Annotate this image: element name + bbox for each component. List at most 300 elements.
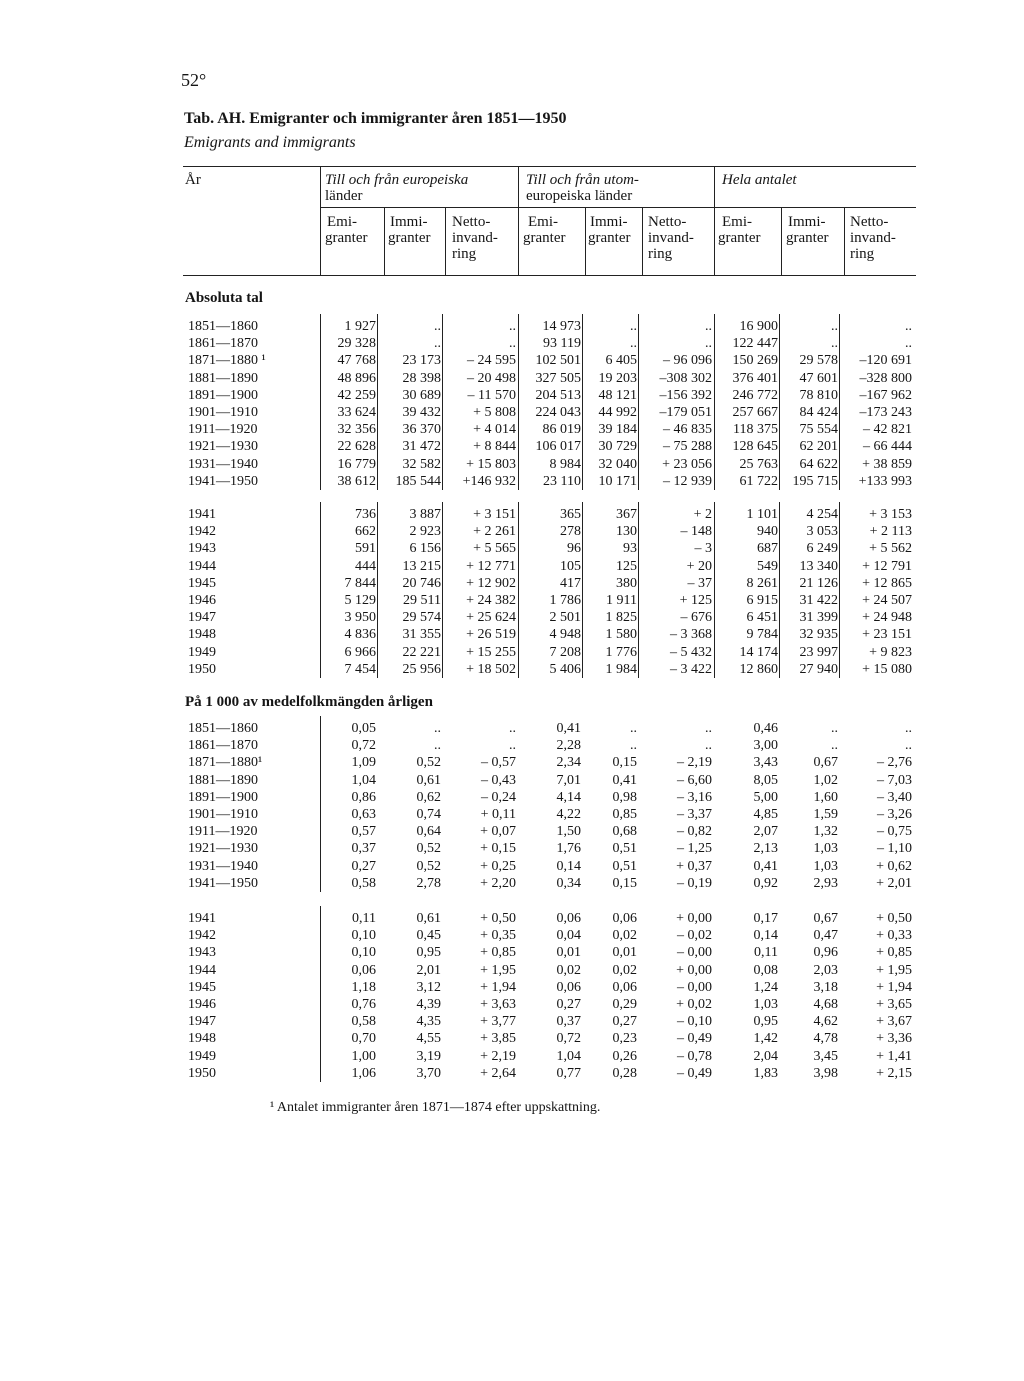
column-rule (714, 314, 715, 490)
immigrants-europe-cell: 6 156 (409, 541, 441, 557)
table-row (0, 540, 1024, 557)
emigrants-europe-cell: 1,00 (351, 1048, 376, 1064)
row-period: 1943 (188, 945, 216, 961)
net-europe-cell: .. (509, 319, 516, 334)
net-total-cell: .. (905, 721, 912, 736)
header-divider (585, 207, 586, 275)
header-divider (844, 207, 845, 275)
emigrants-noneurope-cell: 1 786 (549, 593, 581, 608)
net-europe-cell: + 3,85 (480, 1031, 516, 1047)
net-noneurope-cell: + 0,37 (676, 858, 712, 874)
emigrants-europe-cell: 1,18 (351, 979, 376, 995)
row-period: 1941—1950 (188, 875, 258, 891)
emigrants-total-cell: 128 645 (732, 439, 778, 455)
net-total-cell: – 1,10 (877, 841, 912, 857)
emigrants-noneurope-cell: 7 208 (549, 644, 581, 660)
row-period: 1911—1920 (188, 824, 258, 840)
net-total-cell: – 7,03 (877, 772, 912, 788)
immigrants-europe-cell: 0,62 (416, 789, 441, 805)
column-rule (839, 502, 840, 678)
net-total-cell: .. (905, 336, 912, 352)
immigrants-total-cell: 0,67 (813, 911, 838, 926)
emigrants-noneurope-cell: 327 505 (535, 370, 581, 386)
immigrants-header: Immi- (590, 214, 628, 230)
section-per-thousand: På 1 000 av medelfolkmängden årligen (185, 694, 433, 710)
emigrants-total-cell: 1,83 (753, 1065, 778, 1081)
emigrants-total-cell: 9 784 (746, 627, 778, 643)
column-rule (320, 502, 321, 678)
net-europe-cell: + 2,64 (480, 1065, 516, 1081)
immigrants-europe-cell: 23 173 (402, 353, 441, 369)
emigrants-europe-cell: 0,72 (351, 738, 376, 754)
immigrants-noneurope-cell: 0,02 (612, 928, 637, 944)
net-noneurope-cell: – 5 432 (670, 644, 712, 660)
table-row (0, 910, 1024, 927)
net-europe-cell: – 0,57 (481, 755, 516, 771)
immigrants-noneurope-cell: 6 405 (605, 353, 637, 369)
row-period: 1949 (188, 644, 216, 660)
immigrants-total-cell: 0,47 (813, 928, 838, 944)
immigrants-total-cell: .. (831, 319, 838, 334)
net-europe-cell: + 5 565 (473, 541, 516, 557)
table-row (0, 1030, 1024, 1047)
emigrants-europe-cell: 662 (355, 524, 376, 540)
net-noneurope-cell: – 96 096 (663, 353, 712, 369)
group-rule (518, 207, 714, 208)
column-rule (839, 314, 840, 490)
column-rule (582, 502, 583, 678)
immigrants-noneurope-cell: 44 992 (598, 405, 637, 420)
immigrants-europe-cell: .. (434, 319, 441, 334)
emigrants-europe-cell: 0,10 (351, 945, 376, 961)
emigrants-europe-cell: 32 356 (337, 422, 376, 438)
emigrants-noneurope-cell: 417 (560, 575, 581, 591)
table-row (0, 962, 1024, 979)
immigrants-europe-cell: 0,52 (416, 755, 441, 771)
immigrants-total-cell: 3,18 (813, 979, 838, 995)
immigrants-europe-cell: .. (434, 721, 441, 736)
immigrants-total-cell: 78 810 (799, 387, 838, 403)
net-europe-cell: + 0,85 (480, 945, 516, 961)
net-total-cell: – 0,75 (877, 824, 912, 840)
immigrants-noneurope-cell: 0,01 (612, 945, 637, 961)
net-total-cell: + 1,95 (876, 962, 912, 978)
net-europe-cell: – 0,24 (481, 789, 516, 805)
column-rule (779, 502, 780, 678)
row-period: 1941—1950 (188, 473, 258, 489)
emigrants-header: Emi- (528, 214, 558, 230)
column-rule (518, 314, 519, 490)
emigrants-europe-cell: 1,04 (351, 772, 376, 788)
net-noneurope-cell: – 0,00 (677, 979, 712, 995)
net-header-3: ring (850, 246, 875, 262)
table-row (0, 927, 1024, 944)
header-divider (320, 167, 321, 275)
table-row (0, 318, 1024, 335)
row-period: 1851—1860 (188, 319, 258, 334)
emigrants-total-cell: 0,11 (754, 945, 778, 961)
emigrants-noneurope-cell: 0,06 (556, 911, 581, 926)
net-total-cell: + 0,50 (876, 911, 912, 926)
table-title: Tab. AH. Emigranter och immigranter åren 1851—1950 (184, 110, 567, 127)
header-divider (642, 207, 643, 275)
net-total-cell: .. (905, 738, 912, 754)
immigrants-noneurope-cell: 0,02 (612, 962, 637, 978)
net-europe-cell: + 3,63 (480, 997, 516, 1012)
immigrants-noneurope-cell: 0,68 (612, 824, 637, 840)
group-european-header: Till och från europeiska (325, 172, 469, 188)
emigrants-total-cell: 1 101 (746, 507, 778, 522)
emigrants-noneurope-cell: 5 406 (549, 661, 581, 677)
emigrants-europe-cell: 6 966 (344, 644, 376, 660)
row-period: 1881—1890 (188, 370, 258, 386)
immigrants-total-cell: 2,93 (813, 875, 838, 891)
table-row (0, 720, 1024, 737)
emigrants-noneurope-cell: 1,04 (556, 1048, 581, 1064)
immigrants-header-2: granter (588, 230, 631, 246)
immigrants-total-cell: 29 578 (799, 353, 838, 369)
row-period: 1861—1870 (188, 738, 258, 754)
immigrants-noneurope-cell: .. (630, 319, 637, 334)
immigrants-europe-cell: 3,12 (416, 979, 441, 995)
emigrants-europe-cell: 22 628 (337, 439, 376, 455)
immigrants-noneurope-cell: 30 729 (598, 439, 637, 455)
immigrants-europe-cell: 185 544 (395, 473, 441, 489)
emigrants-total-cell: 0,95 (753, 1014, 778, 1030)
net-total-cell: + 3 153 (869, 507, 912, 522)
group-rule (714, 207, 916, 208)
row-period: 1944 (188, 558, 216, 574)
immigrants-europe-cell: 0,64 (416, 824, 441, 840)
immigrants-noneurope-cell: 130 (616, 524, 637, 540)
immigrants-total-cell: 27 940 (799, 661, 838, 677)
section-absolute: Absoluta tal (185, 290, 263, 306)
emigrants-noneurope-cell: 0,06 (556, 979, 581, 995)
immigrants-europe-cell: 2,78 (416, 875, 441, 891)
emigrants-total-cell: 0,46 (753, 721, 778, 736)
emigrants-noneurope-cell: 0,77 (556, 1065, 581, 1081)
row-period: 1851—1860 (188, 721, 258, 736)
emigrants-total-cell: 549 (757, 558, 778, 574)
emigrants-noneurope-cell: 105 (560, 558, 581, 574)
net-noneurope-cell: – 0,49 (677, 1065, 712, 1081)
net-total-cell: + 2,15 (876, 1065, 912, 1081)
net-europe-cell: + 12 771 (466, 558, 516, 574)
net-total-cell: + 1,41 (876, 1048, 912, 1064)
immigrants-noneurope-cell: 125 (616, 558, 637, 574)
immigrants-total-cell: .. (831, 721, 838, 736)
column-rule (779, 314, 780, 490)
immigrants-noneurope-cell: 1 776 (605, 644, 637, 660)
net-europe-cell: .. (509, 738, 516, 754)
net-europe-cell: +146 932 (462, 473, 516, 489)
table-row (0, 858, 1024, 875)
emigrants-noneurope-cell: 0,14 (556, 858, 581, 874)
row-period: 1901—1910 (188, 807, 258, 822)
immigrants-total-cell: 21 126 (799, 575, 838, 591)
row-period: 1942 (188, 524, 216, 540)
emigrants-total-cell: 6 451 (746, 610, 778, 626)
net-total-cell: + 3,67 (876, 1014, 912, 1030)
emigrants-header-2: granter (718, 230, 761, 246)
immigrants-europe-cell: 2,01 (416, 962, 441, 978)
immigrants-total-cell: 13 340 (799, 558, 838, 574)
row-period: 1941 (188, 911, 216, 926)
immigrants-noneurope-cell: 39 184 (598, 422, 637, 438)
net-total-cell: + 38 859 (862, 456, 912, 472)
immigrants-total-cell: 1,59 (813, 807, 838, 822)
immigrants-total-cell: 31 422 (799, 593, 838, 608)
net-total-cell: + 24 507 (862, 593, 912, 608)
emigrants-noneurope-cell: 86 019 (542, 422, 581, 438)
net-header-3: ring (452, 246, 477, 262)
row-period: 1947 (188, 610, 216, 626)
emigrants-noneurope-cell: 23 110 (543, 473, 581, 489)
row-period: 1950 (188, 661, 216, 677)
net-noneurope-cell: + 0,00 (676, 911, 712, 926)
immigrants-total-cell: 1,32 (813, 824, 838, 840)
emigrants-europe-cell: 1,06 (351, 1065, 376, 1081)
net-noneurope-cell: – 148 (680, 524, 712, 540)
immigrants-total-cell: 195 715 (792, 473, 838, 489)
table-row (0, 609, 1024, 626)
emigrants-total-cell: 0,92 (753, 875, 778, 891)
table-row (0, 944, 1024, 961)
column-rule (582, 314, 583, 490)
row-period: 1946 (188, 593, 216, 608)
emigrants-europe-cell: 1,09 (351, 755, 376, 771)
column-rule (442, 502, 443, 678)
net-total-cell: –120 691 (859, 353, 912, 369)
net-total-cell: – 2,76 (877, 755, 912, 771)
row-period: 1921—1930 (188, 841, 258, 857)
row-period: 1948 (188, 627, 216, 643)
immigrants-total-cell: 1,03 (813, 841, 838, 857)
emigrants-europe-cell: 0,37 (351, 841, 376, 857)
net-noneurope-cell: + 0,00 (676, 962, 712, 978)
net-header-2: invand- (648, 230, 694, 246)
emigrants-header: Emi- (327, 214, 357, 230)
immigrants-total-cell: 3,45 (813, 1048, 838, 1064)
net-europe-cell: + 4 014 (473, 422, 516, 438)
emigrants-europe-cell: 0,11 (352, 911, 376, 926)
footnote: ¹ Antalet immigranter åren 1871—1874 efter uppskattning. (270, 1100, 601, 1115)
emigrants-total-cell: 376 401 (732, 370, 778, 386)
emigrants-europe-cell: 1 927 (344, 319, 376, 334)
net-total-cell: + 0,33 (876, 928, 912, 944)
net-header-2: invand- (850, 230, 896, 246)
emigrants-total-cell: 25 763 (739, 456, 778, 472)
emigrants-europe-cell: 3 950 (344, 610, 376, 626)
net-noneurope-cell: – 3 422 (670, 661, 712, 677)
immigrants-europe-cell: 4,55 (416, 1031, 441, 1047)
row-period: 1949 (188, 1048, 216, 1064)
immigrants-noneurope-cell: 0,23 (612, 1031, 637, 1047)
emigrants-noneurope-cell: 4,22 (556, 807, 581, 822)
table-row (0, 772, 1024, 789)
emigrants-europe-cell: 48 896 (337, 370, 376, 386)
emigrants-europe-cell: 42 259 (337, 387, 376, 403)
table-row (0, 823, 1024, 840)
emigrants-europe-cell: 591 (355, 541, 376, 557)
emigrants-noneurope-cell: 2,28 (556, 738, 581, 754)
header-divider (781, 207, 782, 275)
immigrants-noneurope-cell: 1 825 (605, 610, 637, 626)
emigrants-total-cell: 8,05 (753, 772, 778, 788)
emigrants-total-cell: 687 (757, 541, 778, 557)
column-rule (638, 502, 639, 678)
immigrants-noneurope-cell: 0,98 (612, 789, 637, 805)
net-europe-cell: + 8 844 (473, 439, 516, 455)
immigrants-europe-cell: .. (434, 738, 441, 754)
emigrants-europe-cell: 0,58 (351, 1014, 376, 1030)
table-row (0, 1048, 1024, 1065)
immigrants-europe-cell: 29 511 (403, 593, 441, 608)
emigrants-total-cell: 0,14 (753, 928, 778, 944)
emigrants-noneurope-cell: 102 501 (535, 353, 581, 369)
emigrants-header-2: granter (325, 230, 368, 246)
immigrants-noneurope-cell: .. (630, 738, 637, 754)
emigrants-europe-cell: 0,63 (351, 807, 376, 822)
emigrants-noneurope-cell: 93 119 (543, 336, 581, 352)
net-noneurope-cell: – 0,49 (677, 1031, 712, 1047)
row-period: 1941 (188, 507, 216, 522)
table-row (0, 456, 1024, 473)
immigrants-total-cell: 4 254 (806, 507, 838, 522)
row-period: 1871—1880 ¹ (188, 353, 266, 369)
emigrants-total-cell: 246 772 (732, 387, 778, 403)
emigrants-noneurope-cell: 0,04 (556, 928, 581, 944)
net-noneurope-cell: –308 302 (659, 370, 712, 386)
emigrants-europe-cell: 29 328 (337, 336, 376, 352)
immigrants-total-cell: 1,03 (813, 858, 838, 874)
table-row (0, 661, 1024, 678)
year-header: År (185, 172, 201, 188)
net-noneurope-cell: – 3 368 (670, 627, 712, 643)
table-row (0, 335, 1024, 352)
immigrants-noneurope-cell: 0,15 (612, 875, 637, 891)
immigrants-europe-cell: 32 582 (402, 456, 441, 472)
emigrants-total-cell: 2,13 (753, 841, 778, 857)
immigrants-noneurope-cell: 0,85 (612, 807, 637, 822)
net-europe-cell: + 0,25 (480, 858, 516, 874)
immigrants-europe-cell: 4,39 (416, 997, 441, 1012)
immigrants-noneurope-cell: 0,27 (612, 1014, 637, 1030)
row-period: 1931—1940 (188, 456, 258, 472)
net-noneurope-cell: – 37 (687, 575, 712, 591)
emigrants-total-cell: 14 174 (739, 644, 778, 660)
immigrants-noneurope-cell: 0,26 (612, 1048, 637, 1064)
emigrants-total-cell: 2,04 (753, 1048, 778, 1064)
net-noneurope-cell: – 3,16 (677, 789, 712, 805)
table-row (0, 558, 1024, 575)
immigrants-total-cell: 0,96 (813, 945, 838, 961)
immigrants-europe-cell: 4,35 (416, 1014, 441, 1030)
emigrants-total-cell: 16 900 (739, 319, 778, 334)
emigrants-europe-cell: 0,10 (351, 928, 376, 944)
immigrants-noneurope-cell: 93 (623, 541, 637, 557)
net-noneurope-cell: – 75 288 (663, 439, 712, 455)
immigrants-total-cell: 6 249 (806, 541, 838, 557)
group-noneuropean-header-2: europeiska länder (526, 188, 633, 204)
emigrants-total-cell: 5,00 (753, 789, 778, 805)
net-header: Netto- (850, 214, 889, 230)
emigrants-total-cell: 4,85 (753, 807, 778, 822)
emigrants-europe-cell: 4 836 (344, 627, 376, 643)
net-noneurope-cell: – 12 939 (663, 473, 712, 489)
net-europe-cell: + 15 255 (466, 644, 516, 660)
immigrants-europe-cell: 0,61 (416, 772, 441, 788)
emigrants-noneurope-cell: 2,34 (556, 755, 581, 771)
net-europe-cell: + 25 624 (466, 610, 516, 626)
emigrants-noneurope-cell: 0,41 (556, 721, 581, 736)
row-period: 1943 (188, 541, 216, 557)
table-row (0, 421, 1024, 438)
immigrants-europe-cell: 28 398 (402, 370, 441, 386)
table-row (0, 404, 1024, 421)
table-row (0, 1013, 1024, 1030)
net-noneurope-cell: – 1,25 (677, 841, 712, 857)
net-total-cell: + 2 113 (869, 524, 912, 540)
immigrants-europe-cell: 0,95 (416, 945, 441, 961)
immigrants-noneurope-cell: .. (630, 336, 637, 352)
table-subtitle: Emigrants and immigrants (184, 134, 356, 151)
emigrants-noneurope-cell: 106 017 (535, 439, 581, 455)
immigrants-noneurope-cell: 32 040 (598, 456, 637, 472)
net-europe-cell: + 2,19 (480, 1048, 516, 1064)
emigrants-noneurope-cell: 4 948 (549, 627, 581, 643)
group-total-header: Hela antalet (722, 172, 797, 188)
net-total-cell: –173 243 (859, 405, 912, 420)
row-period: 1921—1930 (188, 439, 258, 455)
emigrants-europe-cell: 0,27 (351, 858, 376, 874)
emigrants-noneurope-cell: 4,14 (556, 789, 581, 805)
net-total-cell: +133 993 (858, 473, 912, 489)
net-noneurope-cell: + 125 (679, 593, 712, 608)
immigrants-europe-cell: 25 956 (402, 661, 441, 677)
table-row (0, 875, 1024, 892)
immigrants-europe-cell: 30 689 (402, 387, 441, 403)
immigrants-europe-cell: 36 370 (402, 422, 441, 438)
immigrants-noneurope-cell: 48 121 (598, 387, 637, 403)
net-total-cell: + 2,01 (876, 875, 912, 891)
net-europe-cell: + 0,07 (480, 824, 516, 840)
net-noneurope-cell: – 0,02 (677, 928, 712, 944)
immigrants-total-cell: 4,78 (813, 1031, 838, 1047)
immigrants-header: Immi- (390, 214, 428, 230)
table-row (0, 387, 1024, 404)
emigrants-total-cell: 122 447 (732, 336, 778, 352)
table-row (0, 506, 1024, 523)
header-divider (518, 167, 519, 275)
emigrants-total-cell: 1,24 (753, 979, 778, 995)
immigrants-europe-cell: 31 355 (402, 627, 441, 643)
immigrants-europe-cell: 31 472 (402, 439, 441, 455)
net-noneurope-cell: + 0,02 (676, 997, 712, 1012)
column-rule (714, 502, 715, 678)
header-top-rule (183, 166, 916, 167)
net-europe-cell: + 24 382 (466, 593, 516, 608)
group-rule (320, 207, 518, 208)
emigrants-noneurope-cell: 14 973 (542, 319, 581, 334)
net-total-cell: + 0,62 (876, 858, 912, 874)
immigrants-noneurope-cell: 1 580 (605, 627, 637, 643)
emigrants-europe-cell: 0,57 (351, 824, 376, 840)
net-total-cell: – 66 444 (863, 439, 912, 455)
group-european-header-2: länder (325, 188, 363, 204)
emigrants-noneurope-cell: 1,76 (556, 841, 581, 857)
immigrants-noneurope-cell: 367 (616, 507, 637, 522)
